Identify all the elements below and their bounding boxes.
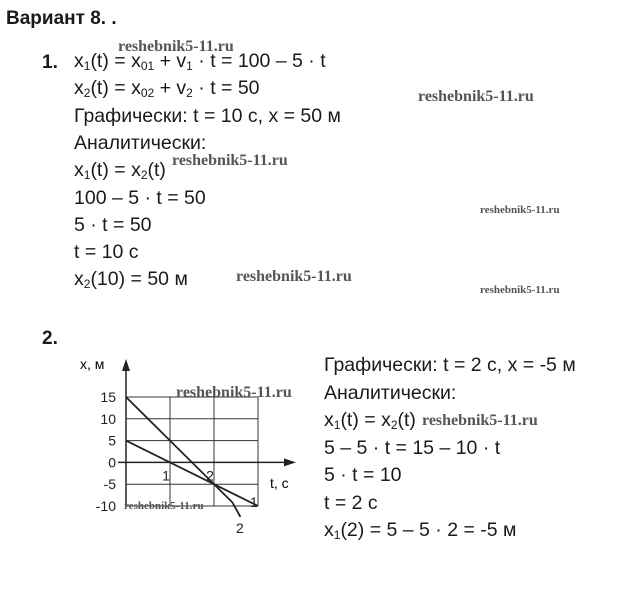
- x-axis-arrow: [284, 458, 296, 466]
- task1-number: 1.: [42, 52, 58, 73]
- watermark: reshebnik5-11.ru: [176, 384, 292, 401]
- task2-line: 5 – 5 · t = 15 – 10 · t: [324, 436, 501, 459]
- task1-line: Графически: t = 10 с, x = 50 м: [74, 104, 341, 127]
- task1-line: Аналитически:: [74, 131, 207, 154]
- y-tick-label: 10: [100, 410, 116, 427]
- task1-line: $x_2(10) = 50$ м: [74, 268, 188, 292]
- task1-line: 5 · t = 50: [74, 213, 152, 236]
- task1-line: $x_1(t) = x_2(t)$: [74, 159, 166, 183]
- task2-line: $x_1(t) = x_2(t)$: [324, 409, 416, 432]
- task2-line: $x_1(2) = 5 - 5 \cdot 2 = -5$ м: [324, 519, 517, 542]
- y-tick-label: 15: [100, 389, 116, 405]
- task2-line: t = 2 с: [324, 491, 378, 514]
- series-line-2-tail: [232, 503, 240, 517]
- series-label: 2: [236, 520, 244, 536]
- watermark: reshebnik5-11.ru: [418, 88, 534, 105]
- task2-number: 2.: [42, 328, 58, 349]
- watermark: reshebnik5-11.ru: [480, 284, 560, 296]
- task1-line: $x_1(t) = x_{01} + v_1 \cdot t = 100 - 5 \cdot t$: [74, 50, 326, 73]
- y-tick-label: 5: [108, 432, 116, 449]
- y-axis-arrow: [122, 359, 130, 371]
- series-line-2: [126, 397, 232, 503]
- y-tick-label: 0: [108, 454, 116, 471]
- x-axis-label: t, с: [270, 475, 289, 491]
- task2-line: 5 · t = 10: [324, 464, 402, 486]
- task2-line: Аналитически:: [324, 381, 457, 404]
- task1-line: t = 10 с: [74, 241, 139, 264]
- watermark: reshebnik5-11.ru: [236, 268, 352, 285]
- watermark: reshebnik5-11.ru: [172, 152, 288, 169]
- y-axis-label: x, м: [80, 356, 105, 372]
- watermark: reshebnik5-11.ru: [118, 38, 234, 55]
- task1-line: $x_2(t) = x_{02} + v_2 \cdot t = 50$: [74, 77, 260, 101]
- y-tick-label: -10: [95, 498, 116, 514]
- page-title: Вариант 8. .: [6, 8, 117, 29]
- x-tick-label: 1: [162, 467, 170, 484]
- watermark: reshebnik5-11.ru: [124, 500, 204, 512]
- motion-graph: [60, 345, 300, 545]
- y-tick-label: -5: [103, 476, 116, 493]
- task1-line: 100 – 5 · t = 50: [74, 186, 206, 209]
- watermark: reshebnik5-11.ru: [422, 412, 538, 429]
- x-tick-label: 2: [206, 467, 214, 484]
- series-line-1: [126, 441, 258, 506]
- watermark: reshebnik5-11.ru: [480, 204, 560, 216]
- series-label: 1: [250, 494, 258, 510]
- task2-line: Графически: t = 2 с, x = -5 м: [324, 354, 576, 376]
